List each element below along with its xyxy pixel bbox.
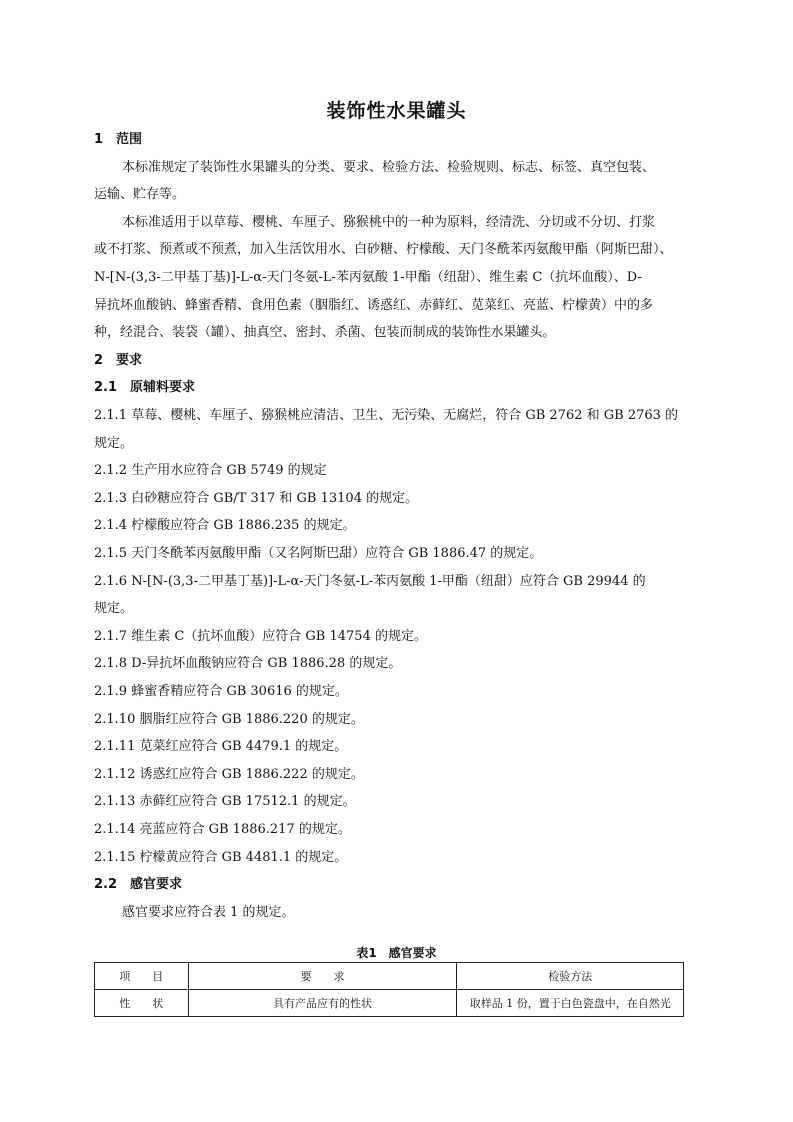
- paragraph-line: 2.1.5 天门冬酰苯丙氨酸甲酯（又名阿斯巴甜）应符合 GB 1886.47 的规定。: [94, 546, 543, 561]
- section-heading: 2.2 感官要求: [94, 877, 183, 892]
- paragraph-line: 运输、贮存等。: [94, 187, 186, 202]
- paragraph-line: 2.1.14 亮蓝应符合 GB 1886.217 的规定。: [94, 822, 351, 837]
- table-header-requirement: 要 求: [188, 963, 457, 990]
- paragraph-line: 2.1.3 白砂糖应符合 GB/T 317 和 GB 13104 的规定。: [94, 491, 419, 506]
- paragraph-line: 2.1.9 蜂蜜香精应符合 GB 30616 的规定。: [94, 684, 348, 699]
- paragraph-line: 2.1.1 草莓、樱桃、车厘子、猕猴桃应清洁、卫生、无污染、无腐烂，符合 GB 2762 和 GB 2763 的: [94, 408, 679, 423]
- table-cell: 具有产品应有的性状: [188, 990, 457, 1017]
- table-header-method: 检验方法: [457, 963, 684, 990]
- sensory-requirements-table: [94, 962, 684, 1017]
- table-header-row: [95, 963, 684, 990]
- table-cell: 取样品 1 份，置于白色瓷盘中，在自然光: [457, 990, 684, 1017]
- paragraph-line: 2.1.8 D-异抗坏血酸钠应符合 GB 1886.28 的规定。: [94, 656, 402, 671]
- table-caption: 表1 感官要求: [356, 946, 437, 960]
- table-cell: 性 状: [95, 990, 189, 1017]
- paragraph-line: 种，经混合、装袋（罐）、抽真空、密封、杀菌、包装而制成的装饰性水果罐头。: [94, 325, 556, 340]
- table-row: [95, 990, 684, 1017]
- paragraph-line: N-[N-(3,3-二甲基丁基)]-L-α-天门冬氨-L-苯丙氨酸 1-甲酯（纽甜）、维生素 C（抗坏血酸）、D-: [94, 270, 642, 285]
- paragraph-line: 或不打浆、预煮或不预煮，加入生活饮用水、白砂糖、柠檬酸、天门冬酰苯丙氨酸甲酯（阿斯巴甜）、: [94, 242, 673, 257]
- document-title: 装饰性水果罐头: [326, 100, 467, 122]
- paragraph-line: 2.1.7 维生素 C（抗坏血酸）应符合 GB 14754 的规定。: [94, 629, 427, 644]
- paragraph-line: 2.1.11 苋菜红应符合 GB 4479.1 的规定。: [94, 739, 348, 754]
- section-heading: 2.1 原辅料要求: [94, 380, 196, 395]
- paragraph-line: 本标准适用于以草莓、樱桃、车厘子、猕猴桃中的一种为原料，经清洗、分切或不分切、打浆: [122, 215, 656, 230]
- section-heading: 2 要求: [94, 353, 143, 368]
- paragraph-line: 异抗坏血酸钠、蜂蜜香精、食用色素（胭脂红、诱惑红、赤藓红、苋菜红、亮蓝、柠檬黄）中的多: [94, 298, 654, 313]
- paragraph-line: 2.1.4 柠檬酸应符合 GB 1886.235 的规定。: [94, 518, 356, 533]
- paragraph-line: 规定。: [94, 436, 134, 451]
- paragraph-line: 感官要求应符合表 1 的规定。: [122, 905, 295, 920]
- paragraph-line: 规定。: [94, 601, 134, 616]
- section-heading: 1 范围: [94, 132, 143, 147]
- paragraph-line: 2.1.15 柠檬黄应符合 GB 4481.1 的规定。: [94, 850, 348, 865]
- paragraph-line: 本标准规定了装饰性水果罐头的分类、要求、检验方法、检验规则、标志、标签、真空包装、: [122, 160, 656, 175]
- paragraph-line: 2.1.10 胭脂红应符合 GB 1886.220 的规定。: [94, 712, 364, 727]
- paragraph-line: 2.1.12 诱惑红应符合 GB 1886.222 的规定。: [94, 767, 364, 782]
- paragraph-line: 2.1.13 赤藓红应符合 GB 17512.1 的规定。: [94, 794, 356, 809]
- paragraph-line: 2.1.6 N-[N-(3,3-二甲基丁基)]-L-α-天门冬氨-L-苯丙氨酸 1-甲酯（纽甜）应符合 GB 29944 的: [94, 574, 646, 589]
- paragraph-line: 2.1.2 生产用水应符合 GB 5749 的规定: [94, 463, 327, 478]
- table-header-item: 项 目: [95, 963, 189, 990]
